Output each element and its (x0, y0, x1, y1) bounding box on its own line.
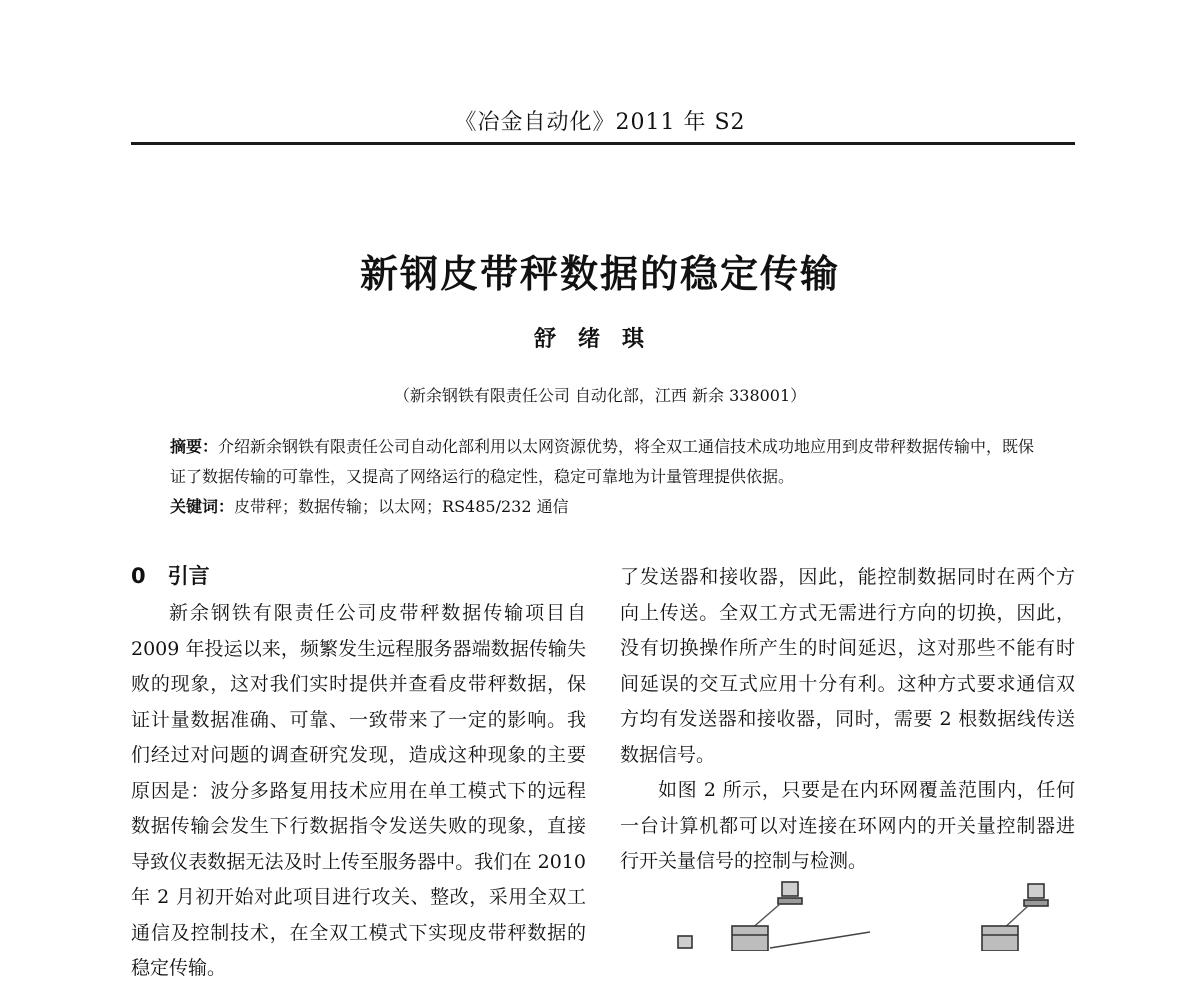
duplex-paragraph: 了发送器和接收器，因此，能控制数据同时在两个方向上传送。全双工方式无需进行方向的切换，因此，没有切换操作所产生的时间延迟，这对那些不能有时间延误的交互式应用十分有利。这种方式要求通信双方均有发送器和接收器，同时，需要 2 根数据线传送数据信号。 (620, 566, 1075, 766)
section-title: 引言 (167, 564, 210, 588)
computer-icon (778, 882, 802, 904)
figure-reference-paragraph: 如图 2 所示，只要是在内环网覆盖范围内，任何一台计算机都可以对连接在环网内的开关量控制器进行开关量信号的控制与检测。 (620, 779, 1075, 872)
article-title: 新钢皮带秤数据的稳定传输 (359, 252, 840, 296)
author-name: 舒绪琪 (533, 326, 666, 352)
intro-paragraph: 新余钢铁有限责任公司皮带秤数据传输项目自 2009 年投运以来，频繁发生远程服务器端数据传输失败的现象，这对我们实时提供并查看皮带秤数据，保证计量数据准确、可靠、一致带来了一定的影响。我们经过对问题的调查研究发现，造成这种现象的主要原因是：波分多路复用技术应用在单工模式下的远程数据传输会发生下行数据指令发送失败的现象，直接导致仪表数据无法及时上传至服务器中。我们在 2010 年 2 月初开始对此项目进行攻关、整改，采用全双工通信及控制技术，在全双工模式下实现皮带秤数据的稳定传输。 (131, 602, 586, 979)
abstract-text: 介绍新余钢铁有限责任公司自动化部利用以太网资源优势，将全双工通信技术成功地应用到皮带秤数据传输中，既保证了数据传输的可靠性，又提高了网络运行的稳定性，稳定可靠地为计量管理提供依据。 (170, 437, 1035, 486)
author-affiliation: （新余钢铁有限责任公司 自动化部，江西 新余 338001） (393, 386, 807, 405)
computer-icon (1024, 884, 1048, 906)
section-heading (131, 560, 210, 590)
keywords (170, 492, 1050, 522)
computer-icon (678, 936, 692, 948)
network-diagram-figure (620, 868, 1100, 951)
keywords-text: 皮带秤；数据传输；以太网；RS485/232 通信 (234, 497, 569, 516)
right-column (620, 560, 1075, 880)
abstract (170, 432, 1050, 492)
keywords-label: 关键词： (170, 497, 235, 516)
abstract-label: 摘要： (170, 437, 219, 456)
abstract-block (170, 432, 1050, 522)
switch-device-icon (982, 926, 1018, 951)
journal-header: 《冶金自动化》2011 年 S2 (454, 110, 746, 135)
left-column (131, 596, 586, 987)
switch-device-icon (732, 926, 768, 951)
section-number: 0 (131, 564, 146, 588)
header-rule (131, 142, 1075, 145)
